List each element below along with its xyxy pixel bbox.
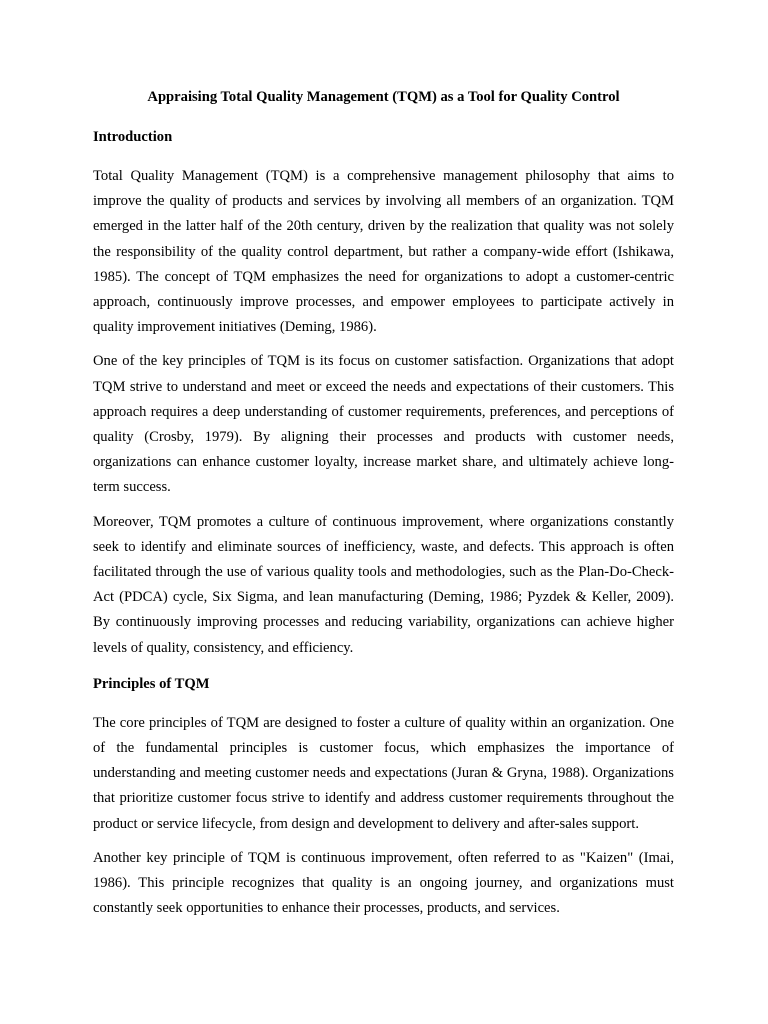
paragraph: Another key principle of TQM is continuous improvement, often referred to as "Kaizen" (Imai, 1986). This principle recognizes that quality is an ongoing journey, and organizations must constantly seek opportunities to enhance their processes, products, and services.	[93, 849, 674, 917]
paragraph: The core principles of TQM are designed to foster a culture of quality within an organization. One of the fundamental principles is customer focus, which emphasizes the importance of understanding and meeting customer needs and expectations (Juran & Gryna, 1988). Organizations that prioritize customer focus strive to identify and address customer requirements throughout the product or service lifecycle, from design and development to delivery and after-sales support.	[93, 714, 674, 832]
document-title: Appraising Total Quality Management (TQM) as a Tool for Quality Control	[147, 89, 620, 105]
paragraph: One of the key principles of TQM is its focus on customer satisfaction. Organizations that adopt TQM strive to understand and meet or exceed the needs and expectations of their customers. This approach requires a deep understanding of customer requirements, preferences, and perceptions of quality (Crosby, 1979). By aligning their processes and products with customer needs, organizations can enhance customer loyalty, increase market share, and ultimately achieve long-term success.	[93, 353, 674, 496]
document-page	[93, 88, 674, 930]
section-heading-introduction: Introduction	[93, 129, 173, 145]
section-heading-principles: Principles of TQM	[93, 675, 210, 692]
paragraph: Total Quality Management (TQM) is a comprehensive management philosophy that aims to improve the quality of products and services by involving all members of an organization. TQM emerged in the latter half of the 20th century, driven by the realization that quality was not solely the responsibility of the quality control department, but rather a company-wide effort (Ishikawa, 1985). The concept of TQM emphasizes the need for organizations to adopt a customer-centric approach, continuously improve processes, and empower employees to participate actively in quality improvement initiatives (Deming, 1986).	[93, 168, 674, 336]
paragraph: Moreover, TQM promotes a culture of continuous improvement, where organizations constantly seek to identify and eliminate sources of inefficiency, waste, and defects. This approach is often facilitated through the use of various quality tools and methodologies, such as the Plan-Do-Check-Act (PDCA) cycle, Six Sigma, and lean manufacturing (Deming, 1986; Pyzdek & Keller, 2009). By continuously improving processes and reducing variability, organizations can achieve higher levels of quality, consistency, and efficiency.	[93, 513, 674, 656]
